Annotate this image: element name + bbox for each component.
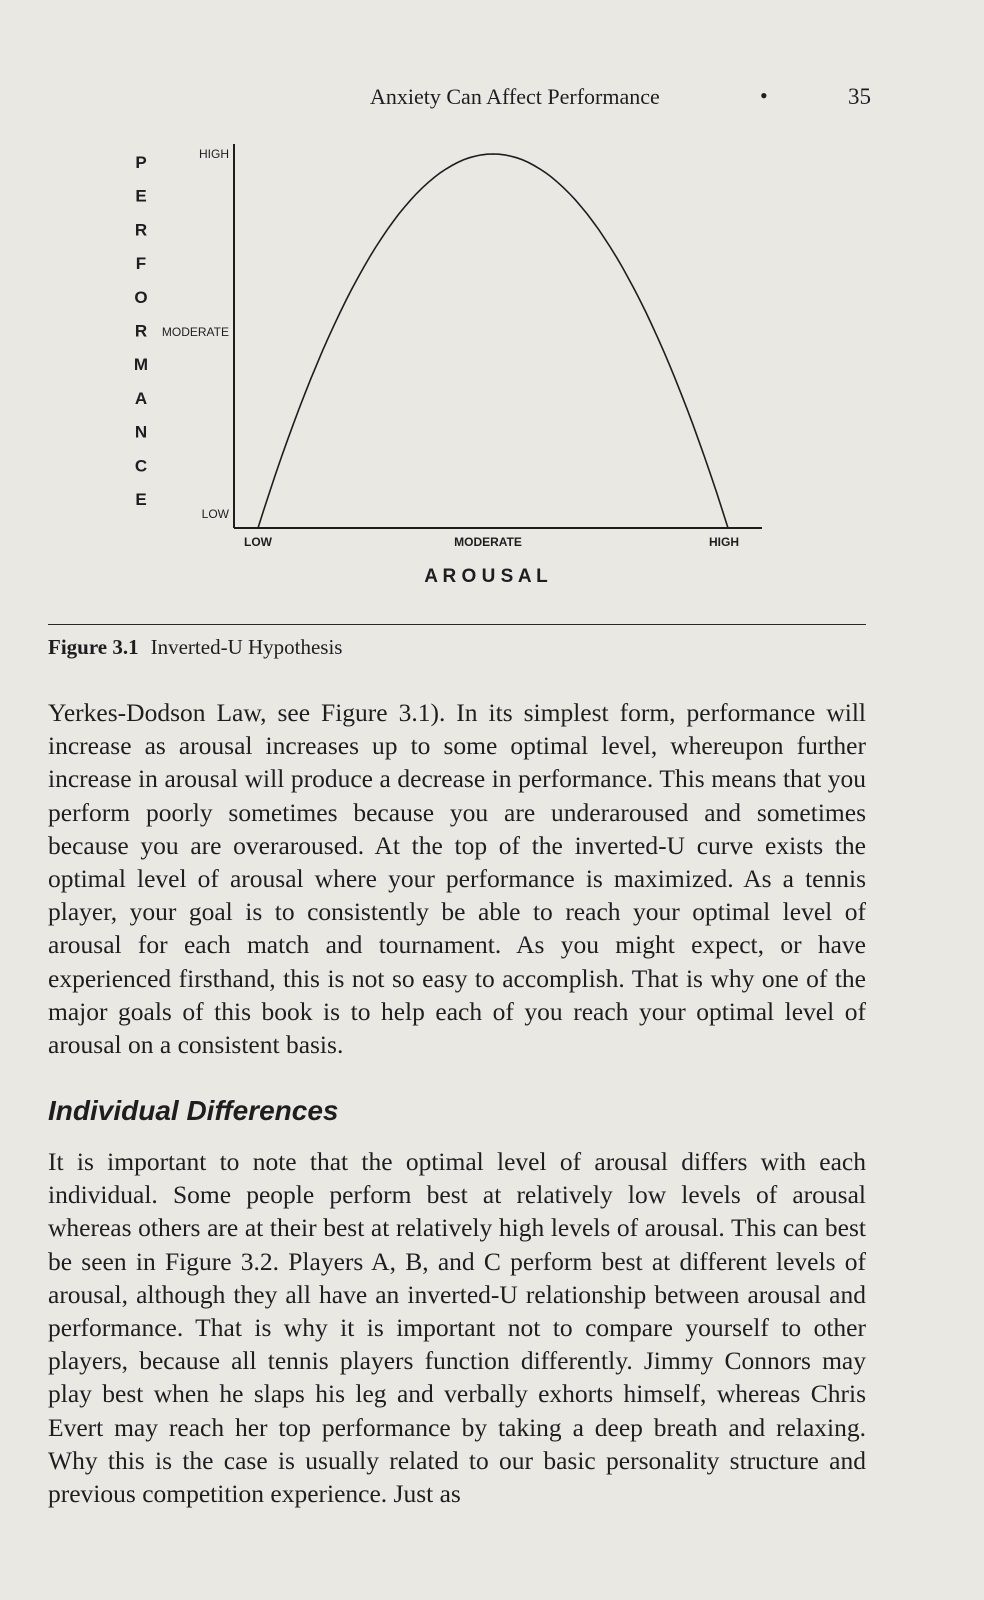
figure-caption-title: Inverted-U Hypothesis: [150, 635, 343, 659]
data-point: [727, 527, 728, 528]
y-axis-title-letter: A: [134, 388, 148, 408]
data-point: [304, 393, 305, 394]
body-paragraph: Yerkes-Dodson Law, see Figure 3.1). In its simplest form, performance will increase as arousal increases up to some optimal level, whereupon further increase in arousal will produce a decrease in performance. This means that you perform poorly sometimes because you are underaroused and sometimes because you are overaroused. At the top of the inverted-U curve exists the optimal level of arousal where your performance is maximized. As a tennis player, your goal is to consistently be able to reach your optimal level of arousal for each match and tournament. As you might expect, or have experienced firsthand, this is not so easy to accomplish. That is why one of the major goals of this book is to help each of you reach your optimal level of arousal on a consistent basis.: [48, 698, 866, 1060]
x-axis-title: A R O U S A L: [424, 566, 548, 587]
running-head: [370, 82, 890, 112]
y-axis-title-letter: E: [135, 186, 147, 206]
section-heading: Individual Differences: [48, 1095, 339, 1126]
y-tick-label: LOW: [201, 507, 229, 521]
running-head-bullet: •: [760, 83, 768, 108]
data-point: [492, 153, 493, 154]
y-axis-title-letter: R: [134, 220, 148, 240]
figure-caption-rule: [48, 624, 866, 625]
figure-3-1: [0, 130, 984, 610]
running-head-title: Anxiety Can Affect Performance: [370, 84, 660, 109]
data-point: [586, 213, 587, 214]
y-axis-title-letter: E: [135, 490, 147, 509]
inverted-u-chart: [0, 130, 984, 610]
x-tick-label: HIGH: [709, 535, 739, 549]
data-point: [633, 288, 634, 289]
x-tick-label: LOW: [244, 535, 272, 549]
y-axis-title-letter: M: [133, 355, 149, 375]
data-point: [445, 168, 446, 169]
y-axis-title-letter: R: [134, 321, 148, 341]
y-axis-title-letter: P: [135, 153, 147, 172]
y-axis-title-letter: F: [135, 254, 147, 274]
data-point: [398, 213, 399, 214]
inverted-u-curve: [258, 154, 728, 528]
figure-caption-number: Figure 3.1: [48, 635, 139, 659]
figure-caption: [48, 634, 342, 660]
y-axis-title-letter: N: [134, 422, 148, 442]
x-tick-label: MODERATE: [454, 535, 522, 549]
y-tick-label: HIGH: [199, 147, 229, 161]
data-point: [539, 168, 540, 169]
data-point: [680, 393, 681, 394]
data-point: [257, 527, 258, 528]
y-tick-label: MODERATE: [161, 325, 229, 339]
y-axis-title-letter: C: [134, 456, 148, 476]
y-axis-title-letter: O: [134, 287, 148, 307]
data-point: [351, 288, 352, 289]
page-number: 35: [848, 84, 871, 109]
body-paragraph: It is important to note that the optimal level of arousal differs with each individual. Some people perform best at relatively low levels of arousal whereas others are at their best at relatively high levels of arousal. This can best be seen in Figure 3.2. Players A, B, and C perform best at different levels of arousal, although they all have an inverted-U relationship between arousal and performance. That is why it is important not to compare yourself to other players, because all tennis players function differently. Jimmy Connors may play best when he slaps his leg and verbally exhorts himself, whereas Chris Evert may reach her top performance by taking a deep breath and relaxing. Why this is the case is usually related to our basic personality structure and previous competition experience. Just as: [48, 1147, 866, 1509]
